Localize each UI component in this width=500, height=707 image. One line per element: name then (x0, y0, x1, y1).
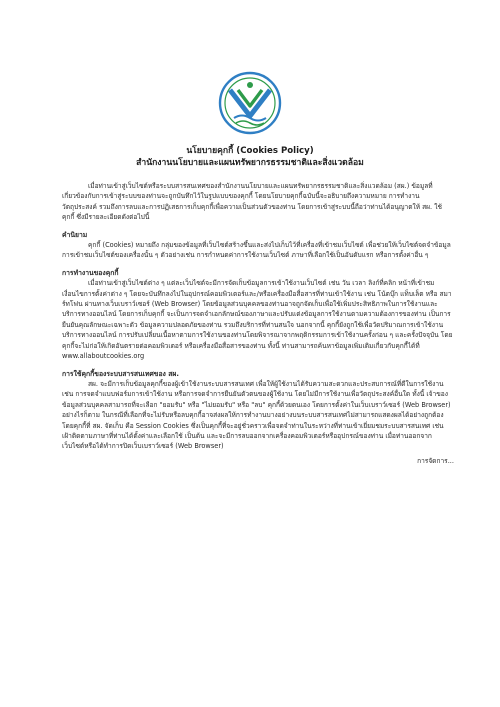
section-heading-onep-cookie-use: การใช้คุกกี้ของระบบสารสนเทศของ สผ. (62, 369, 179, 378)
continuation-text: การจัดการ... (417, 456, 454, 465)
document-title: นโยบายคุกกี้ (Cookies Policy) (186, 146, 314, 156)
document-body (62, 181, 454, 466)
title-block (0, 145, 500, 170)
section-heading-definition: คำนิยาม (62, 230, 88, 239)
intro-paragraph: เมื่อท่านเข้าสู่เว็บไซต์หรือระบบสารสนเทศของสำนักงานนโยบายและแผนทรัพยากรธรรมชาติและสิ่งแวดล้อม (สผ.) ข้อมูลที่เกี่ยวข้องกับการเข้าสู่ระบบของท่านจะถูกบันทึกไว้ในรูปแบบของคุกกี้ โดยนโยบายคุกกี้ฉบับนี้จะอธิบายถึงความหมาย การทำงาน วัตถุประสงค์ รวมถึงการลบและการปฏิเสธการเก็บคุกกี้เพื่อความเป็นส่วนตัวของท่าน โดยการเข้าสู่ระบบนี้ถือว่าท่านได้อนุญาตให้ สผ. ใช้คุกกี้ ซึ่งมีรายละเอียดดังต่อไปนี้ (62, 182, 442, 222)
definition-paragraph: คุกกี้ (Cookies) หมายถึง กลุ่มของข้อมูลที่เว็บไซต์สร้างขึ้นและส่งไปเก็บไว้ที่เครื่องที่เข้าชมเว็บไซต์ เพื่อช่วยให้เว็บไซต์จดจำข้อมูลการเข้าชมเว็บไซต์ของเครื่องนั้น ๆ ตัวอย่างเช่น การกำหนดค่าการใช้งานเว็บไซต์ ภาษาที่เลือกใช้เป็นอันดับแรก หรือการตั้งค่าอื่น ๆ (62, 241, 451, 260)
onep-logo (218, 70, 282, 136)
section-heading-how-cookies-work: การทำงานของคุกกี้ (62, 268, 119, 277)
onep-cookie-use-paragraph: สผ. จะมีการเก็บข้อมูลคุกกี้ของผู้เข้าใช้งานระบบสารสนเทศ เพื่อให้ผู้ใช้งานได้รับความสะดวกและประสบการณ์ที่ดีในการใช้งาน เช่น การจดจำแบบฟอร์มการเข้าใช้งาน หรือการจดจำการยืนยันตัวตนของผู้ใช้งาน โดยไม่มีการใช้งานเพื่อวัตถุประสงค์อื่นใด ทั้งนี้ เจ้าของข้อมูลส่วนบุคคลสามารถที่จะเลือก "ยอมรับ" หรือ "ไม่ยอมรับ" หรือ "ลบ" คุกกี้ด้วยตนเอง โดยการตั้งค่าในเว็บเบราว์เซอร์ (Web Browser) อย่างไรก็ตาม ในกรณีที่เลือกที่จะไม่รับหรือลบคุกกี้อาจส่งผลให้การทำงานบางอย่างบนระบบสารสนเทศไม่สามารถแสดงผลได้อย่างถูกต้อง โดยคุกกี้ที่ สผ. จัดเก็บ คือ Session Cookies ซึ่งเป็นคุกกี้ที่จะอยู่ชั่วคราวเพื่อจดจำท่านในระหว่างที่ท่านเข้าเยี่ยมชมระบบสารสนเทศ เช่น เฝ้าติดตามภาษาที่ท่านได้ตั้งค่าและเลือกใช้ เป็นต้น และจะมีการลบออกจากเครื่องคอมพิวเตอร์หรืออุปกรณ์ของท่าน เมื่อท่านออกจากเว็บไซต์หรือได้ทำการปิดเว็บเบราว์เซอร์ (Web Browser) (62, 379, 451, 451)
document-subtitle: สำนักงานนโยบายและแผนทรัพยากรธรรมชาติและสิ่งแวดล้อม (136, 158, 364, 168)
how-cookies-work-paragraph: เมื่อท่านเข้าสู่เว็บไซต์ต่าง ๆ แต่ละเว็บไซต์จะมีการจัดเก็บข้อมูลการเข้าใช้งานเว็บไซต์ เช่น วัน เวลา ลิงก์ที่คลิก หน้าที่เข้าชม เงื่อนไขการตั้งค่าต่าง ๆ โดยจะบันทึกลงไปในอุปกรณ์คอมพิวเตอร์และ/หรือเครื่องมือสื่อสารที่ท่านเข้าใช้งาน เช่น โน้ตบุ๊ก แท็บเล็ต หรือ สมาร์ทโฟน ผ่านทางเว็บเบราว์เซอร์ (Web Browser) โดยข้อมูลส่วนบุคคลของท่านอาจถูกจัดเก็บเพื่อใช้เพิ่มประสิทธิภาพในการใช้งานและบริการทางออนไลน์ โดยการเก็บคุกกี้ จะเป็นการจดจำเอกลักษณ์ของภาษาและปรับแต่งข้อมูลการใช้งานตามความต้องการของท่าน เป็นการยืนยันคุณลักษณะเฉพาะตัว ข้อมูลความปลอดภัยของท่าน รวมถึงบริการที่ท่านสนใจ นอกจากนี้ คุกกี้ยังถูกใช้เพื่อวัดปริมาณการเข้าใช้งานบริการทางออนไลน์ การปรับเปลี่ยนเนื้อหาตามการใช้งานของท่านโดยพิจารณาจากพฤติกรรมการเข้าใช้งานครั้งก่อน ๆ และครั้งปัจจุบัน โดยคุกกี้จะไม่ก่อให้เกิดอันตรายต่อคอมพิวเตอร์ หรือเครื่องมือสื่อสารของท่าน ทั้งนี้ ท่านสามารถค้นหาข้อมูลเพิ่มเติมเกี่ยวกับคุกกี้ได้ที่ www.allaboutcookies.org (62, 279, 453, 361)
